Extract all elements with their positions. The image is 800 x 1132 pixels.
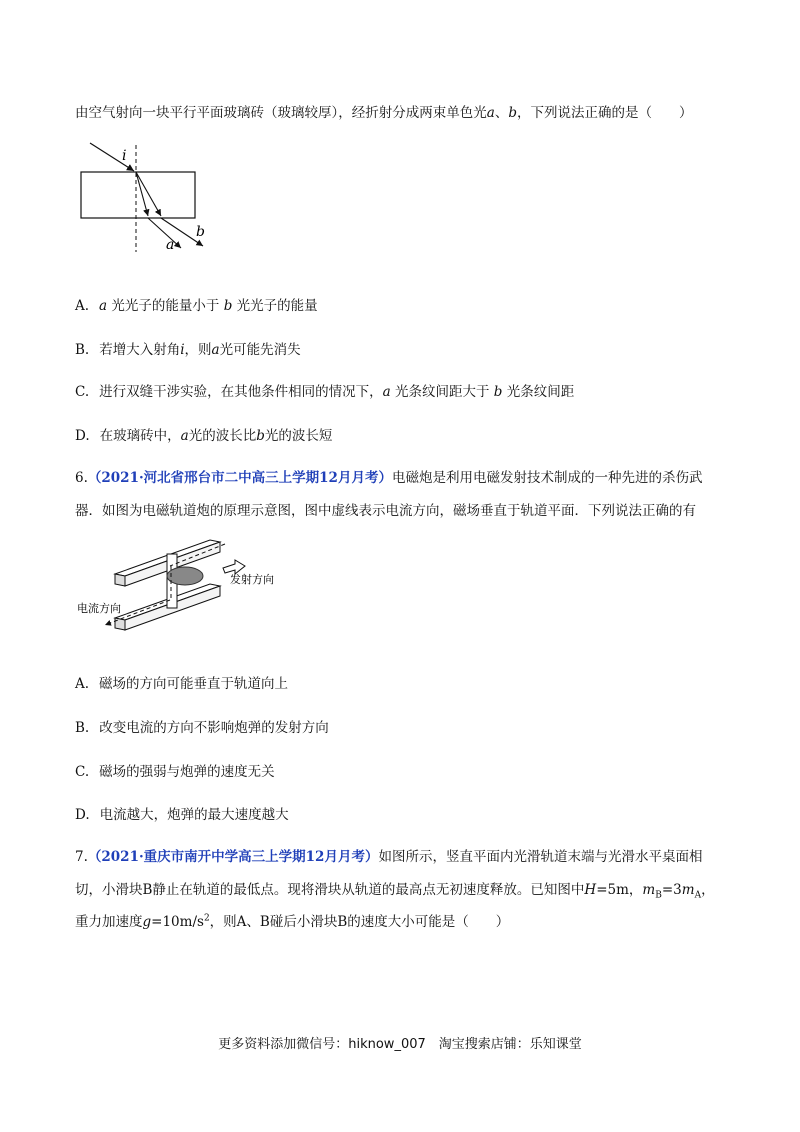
label-b: b	[196, 224, 205, 240]
q6-option-b: B. 改变电流的方向不影响炮弹的发射方向	[75, 720, 329, 736]
launch-direction-label: 发射方向	[230, 573, 274, 586]
q5-option-a: A. a 光光子的能量小于 b 光光子的能量	[75, 298, 318, 314]
label-a: a	[166, 237, 175, 253]
q6-option-c: C. 磁场的强弱与炮弹的速度无关	[75, 764, 275, 780]
footer-promo: 更多资料添加微信号：hiknow_007 淘宝搜索店铺：乐知课堂	[218, 1037, 582, 1052]
q7-source: （2021·重庆市南开中学高三上学期12月月考）	[87, 849, 379, 865]
label-i: i	[122, 148, 127, 164]
q6-option-a: A. 磁场的方向可能垂直于轨道向上	[75, 676, 289, 692]
refraction-figure	[78, 140, 218, 260]
q7-stem-line3: 重力加速度$g=10m/s^2$，则A、B碰后小滑块B的速度大小可能是（ ）	[75, 913, 510, 930]
q6-stem-line2: 器．如图为电磁轨道炮的原理示意图，图中虚线表示电流方向，磁场垂直于轨道平面．下列说法正确的有	[75, 503, 696, 519]
current-direction-label: 电流方向	[77, 602, 121, 615]
q5-option-b: B. 若增大入射角i，则a光可能先消失	[75, 342, 301, 358]
q6-source: （2021·河北省邢台市二中高三上学期12月月考）	[87, 470, 392, 486]
q6-stem-line1: 6.（2021·河北省邢台市二中高三上学期12月月考）电磁炮是利用电磁发射技术制成的一种先进的杀伤武	[75, 470, 703, 486]
railgun-figure	[75, 530, 285, 645]
q5-option-d: D. 在玻璃砖中，a光的波长比b光的波长短	[75, 428, 333, 444]
q5-option-c: C. 进行双缝干涉实验，在其他条件相同的情况下，a 光条纹间距大于 b 光条纹间距	[75, 384, 575, 400]
q7-stem-line1: 7.（2021·重庆市南开中学高三上学期12月月考）如图所示，竖直平面内光滑轨道末端与光滑水平桌面相	[75, 849, 703, 865]
q7-stem-line2: 切，小滑块B静止在轨道的最低点。现将滑块从轨道的最高点无初速度释放。已知图中H=5m，$m_B=3m_A$，	[75, 882, 715, 901]
q5-stem: 由空气射向一块平行平面玻璃砖（玻璃较厚），经折射分成两束单色光a、b，下列说法正确的是（ ）	[75, 105, 693, 121]
q6-option-d: D. 电流越大，炮弹的最大速度越大	[75, 807, 289, 823]
